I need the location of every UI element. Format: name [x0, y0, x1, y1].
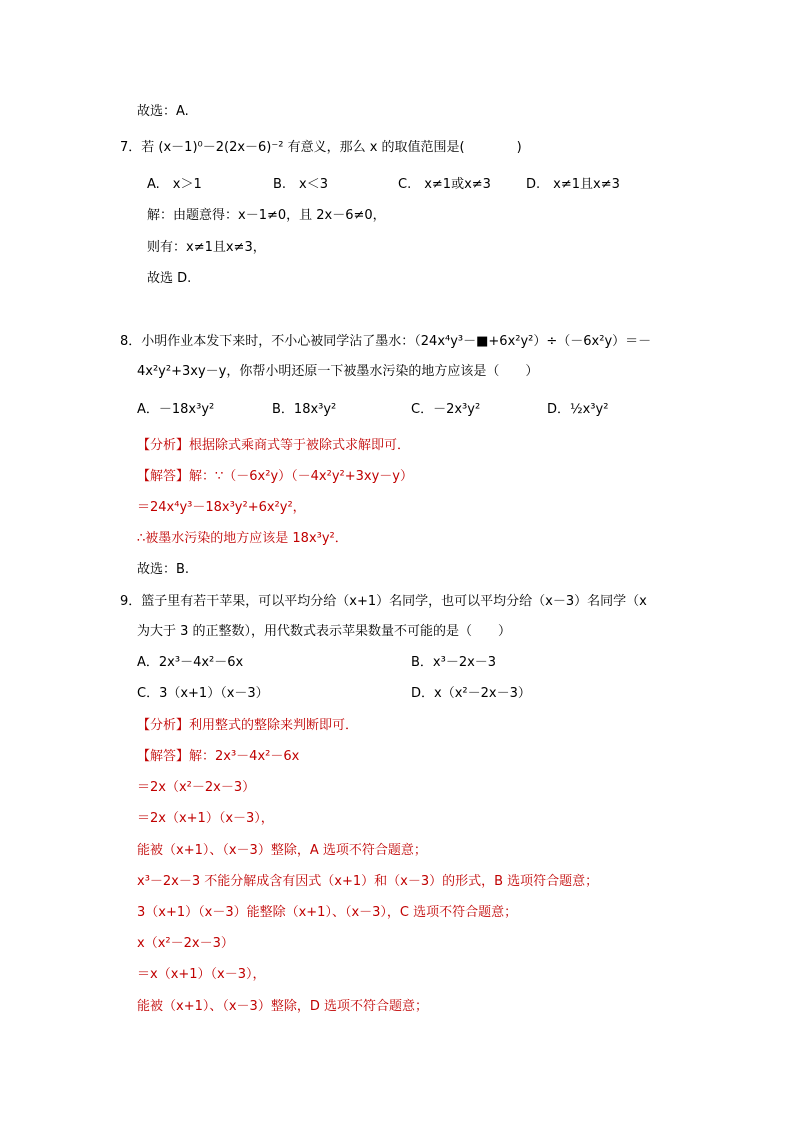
q9-option-a: A．2x³－4x²－6x: [137, 655, 244, 670]
q9-analysis: 【分析】利用整式的整除来判断即可．: [137, 718, 359, 733]
q8-option-d: D．½x³y²: [547, 402, 609, 417]
q7-option-b: B. x＜3: [273, 177, 329, 192]
q8-answer-line-1: 【解答】解：∵（－6x²y）（－4x²y²+3xy－y）: [137, 469, 413, 484]
q8-stem-line-1: 8．小明作业本发下来时，不小心被同学沾了墨水：（24x⁴y³－■+6x²y²）÷（－6x²y）＝－: [120, 334, 652, 349]
q6-conclusion: 故选：A.: [137, 104, 189, 119]
q8-conclusion: 故选：B.: [137, 562, 190, 577]
q7-option-d: D. x≠1且x≠3: [526, 177, 620, 192]
q7-solution-line-2: 则有：x≠1且x≠3，: [147, 240, 266, 255]
q7-option-a: A. x＞1: [147, 177, 202, 192]
q8-option-a: A．－18x³y²: [137, 402, 215, 417]
q7-stem: 7．若 (x－1)⁰－2(2x－6)⁻² 有意义，那么 x 的取值范围是( ): [120, 140, 522, 155]
q9-answer-line-3: ＝2x（x+1）（x－3），: [137, 811, 274, 826]
q8-stem-line-2: 4x²y²+3xy－y，你帮小明还原一下被墨水污染的地方应该是（ ）: [137, 364, 539, 379]
q7-option-c: C. x≠1或x≠3: [398, 177, 491, 192]
q9-answer-line-8: ＝x（x+1）（x－3），: [137, 967, 266, 982]
q9-answer-line-6: 3（x+1）（x－3）能整除（x+1）、（x－3），C 选项不符合题意；: [137, 905, 518, 920]
q8-option-b: B．18x³y²: [272, 402, 337, 417]
q9-answer-line-2: ＝2x（x²－2x－3）: [137, 780, 256, 795]
q9-answer-line-7: x（x²－2x－3）: [137, 936, 234, 951]
q9-answer-line-1: 【解答】解：2x³－4x²－6x: [137, 749, 300, 764]
q8-analysis: 【分析】根据除式乘商式等于被除式求解即可．: [137, 438, 411, 453]
q9-option-b: B．x³－2x－3: [411, 655, 497, 670]
q9-answer-line-4: 能被（x+1）、（x－3）整除，A 选项不符合题意；: [137, 843, 427, 858]
q9-option-d: D．x（x²－2x－3）: [411, 686, 531, 701]
q9-stem-line-1: 9．篮子里有若干苹果，可以平均分给（x+1）名同学，也可以平均分给（x－3）名同学（x: [120, 594, 647, 609]
q7-solution-line-1: 解：由题意得：x－1≠0，且 2x－6≠0，: [147, 208, 386, 223]
q9-option-c: C．3（x+1）（x－3）: [137, 686, 269, 701]
q8-answer-line-2: ＝24x⁴y³－18x³y²+6x²y²，: [137, 500, 306, 515]
q8-answer-line-3: ∴被墨水污染的地方应该是 18x³y²．: [137, 531, 348, 546]
q9-answer-line-9: 能被（x+1）、（x－3）整除，D 选项不符合题意；: [137, 999, 428, 1014]
q7-conclusion: 故选 D.: [147, 271, 192, 286]
q8-option-c: C．－2x³y²: [411, 402, 481, 417]
q9-answer-line-5: x³－2x－3 不能分解成含有因式（x+1）和（x－3）的形式，B 选项符合题意；: [137, 874, 599, 889]
q9-stem-line-2: 为大于 3 的正整数），用代数式表示苹果数量不可能的是（ ）: [137, 624, 512, 639]
